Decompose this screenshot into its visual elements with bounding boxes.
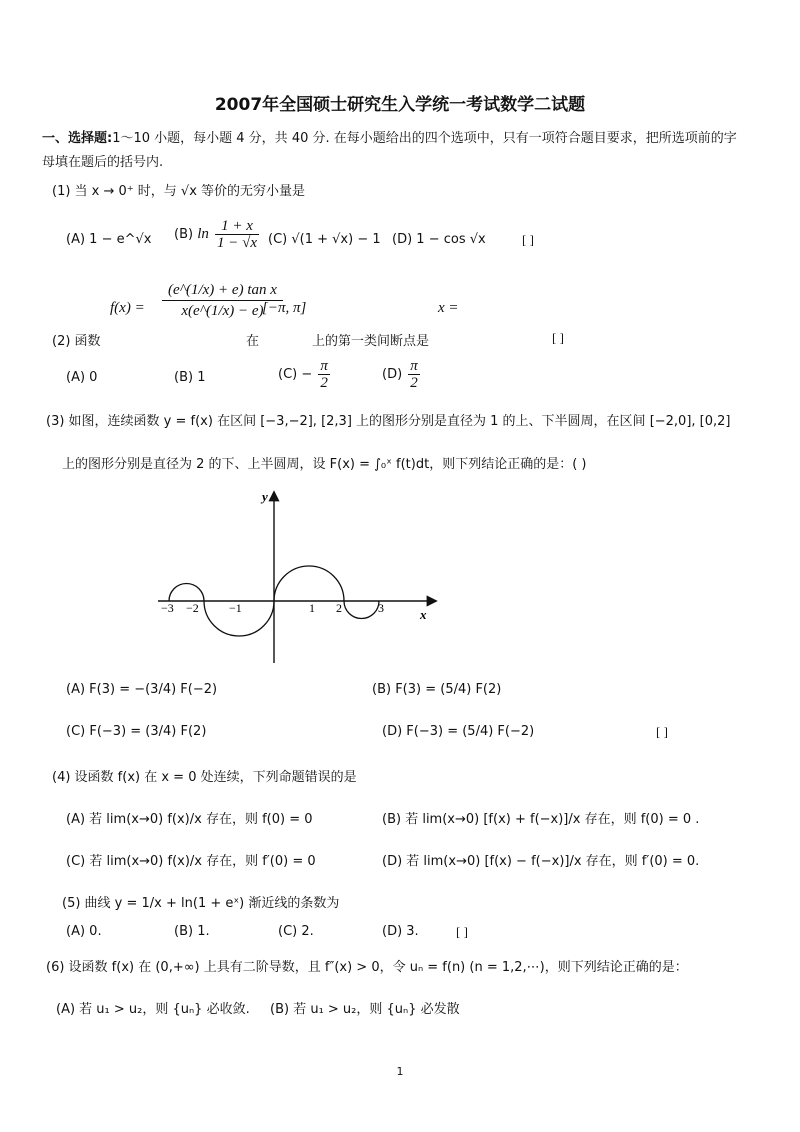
q2-option-d-fraction — [408, 358, 420, 391]
tick-label-neg1: −1 — [229, 601, 242, 615]
q1-option-c: (C) √(1 + √x) − 1 — [268, 232, 381, 247]
q2-stem-c: 上的第一类间断点是 — [312, 334, 430, 349]
q2-function-lhs: f(x) = — [110, 300, 145, 316]
q5-option-d: (D) 3. — [382, 924, 419, 939]
q2-option-a: (A) 0 — [66, 370, 98, 385]
q6-stem: (6) 设函数 f(x) 在 (0,+∞) 上具有二阶导数，且 f″(x) > 0，令 uₙ = f(n) (n = 1,2,⋯)，则下列结论正确的是： — [46, 960, 688, 975]
q2-option-c-numerator: π — [320, 358, 328, 374]
tick-label-3: 3 — [378, 601, 384, 615]
q1-option-a: (A) 1 − e^√x — [66, 232, 152, 247]
q1-option-b — [174, 218, 261, 251]
graph-x-label: x — [420, 607, 427, 622]
q4-option-d: (D) 若 lim(x→0) [f(x) − f(−x)]/x 存在，则 f′(0) = 0. — [382, 854, 700, 869]
q3-function-graph — [150, 485, 445, 670]
q2-option-d-denominator: 2 — [410, 375, 418, 391]
q1-option-b-fraction — [215, 218, 259, 251]
tick-label-2: 2 — [336, 601, 342, 615]
page-number: 1 — [396, 1065, 404, 1078]
q2-numerator: (e^(1/x) + e) tan x — [162, 280, 283, 301]
q3-option-d: (D) F(−3) = (5/4) F(−2) — [382, 724, 535, 739]
q6-option-a: (A) 若 u₁ > u₂，则 {uₙ} 必收敛. — [56, 1002, 250, 1017]
q1-answer-blank: [ ] — [522, 232, 534, 247]
q4-option-b: (B) 若 lim(x→0) [f(x) + f(−x)]/x 存在，则 f(0) = 0 . — [382, 812, 700, 827]
graph-y-label: y — [262, 489, 268, 504]
curve-upper-semicircle-left — [169, 584, 204, 602]
q4-option-a: (A) 若 lim(x→0) f(x)/x 存在，则 f(0) = 0 — [66, 812, 313, 827]
section-heading: 一、选择题: — [42, 131, 113, 146]
q5-option-a: (A) 0. — [66, 924, 102, 939]
section-intro-line2: 母填在题后的括号内. — [42, 155, 164, 170]
curve-lower-semicircle-right — [344, 601, 379, 619]
q1-stem: (1) 当 x → 0⁺ 时，与 √x 等价的无穷小量是 — [52, 184, 306, 199]
tick-label-1: 1 — [309, 601, 315, 615]
q1-option-d: (D) 1 − cos √x — [392, 232, 486, 247]
page-title: 2007年全国硕士研究生入学统一考试数学二试题 — [214, 95, 586, 115]
q6-option-b: (B) 若 u₁ > u₂，则 {uₙ} 必发散 — [270, 1002, 460, 1017]
tick-label-neg2: −2 — [186, 601, 199, 615]
q2-option-c — [278, 358, 332, 391]
q1-option-b-label: (B) — [174, 227, 194, 242]
q2-x-equals: x = — [438, 300, 459, 316]
q2-denominator: x(e^(1/x) − e) — [181, 303, 264, 319]
section-intro-text: 1～10 小题，每小题 4 分，共 40 分. 在每小题给出的四个选项中，只有一项符合题目要求，把所选项前的字 — [112, 131, 737, 146]
q5-option-b: (B) 1. — [174, 924, 210, 939]
q3-line1: (3) 如图，连续函数 y = f(x) 在区间 [−3,−2], [2,3] 上的图形分别是直径为 1 的上、下半圆周，在区间 [−2,0], [0,2] — [46, 414, 731, 429]
q1-option-b-denominator: 1 − √x — [217, 235, 258, 251]
q1-option-b-numerator: 1 + x — [215, 218, 259, 235]
q2-option-d-numerator: π — [410, 358, 418, 374]
q2-stem-b: 在 — [246, 334, 260, 349]
q3-answer-blank: [ ] — [656, 724, 668, 739]
q5-stem: (5) 曲线 y = 1/x + ln(1 + eˣ) 渐近线的条数为 — [62, 896, 340, 911]
q3-option-a: (A) F(3) = −(3/4) F(−2) — [66, 682, 218, 697]
q4-stem: (4) 设函数 f(x) 在 x = 0 处连续，下列命题错误的是 — [52, 770, 357, 785]
q2-option-c-denominator: 2 — [320, 375, 328, 391]
q2-option-b: (B) 1 — [174, 370, 206, 385]
section-intro-line1 — [42, 127, 737, 146]
q1-option-b-ln: ln — [197, 226, 209, 242]
q5-answer-blank: [ ] — [456, 924, 468, 939]
q2-answer-blank: [ ] — [552, 330, 564, 345]
tick-label-neg3: −3 — [161, 601, 174, 615]
q2-option-d — [382, 358, 422, 391]
curve-upper-semicircle-right — [274, 566, 344, 601]
q2-stem-a: (2) 函数 — [52, 334, 101, 349]
q2-option-d-label: (D) — [382, 367, 403, 382]
q2-interval: [−π, π] — [262, 300, 307, 316]
q2-option-c-fraction — [318, 358, 330, 391]
q3-option-c: (C) F(−3) = (3/4) F(2) — [66, 724, 207, 739]
q2-option-c-label: (C) − — [278, 367, 313, 382]
q3-option-b: (B) F(3) = (5/4) F(2) — [372, 682, 502, 697]
q4-option-c: (C) 若 lim(x→0) f(x)/x 存在，则 f′(0) = 0 — [66, 854, 316, 869]
q3-line2: 上的图形分别是直径为 2 的下、上半圆周，设 F(x) = ∫₀ˣ f(t)dt，则下列结论正确的是：( ) — [62, 457, 587, 472]
q5-option-c: (C) 2. — [278, 924, 314, 939]
